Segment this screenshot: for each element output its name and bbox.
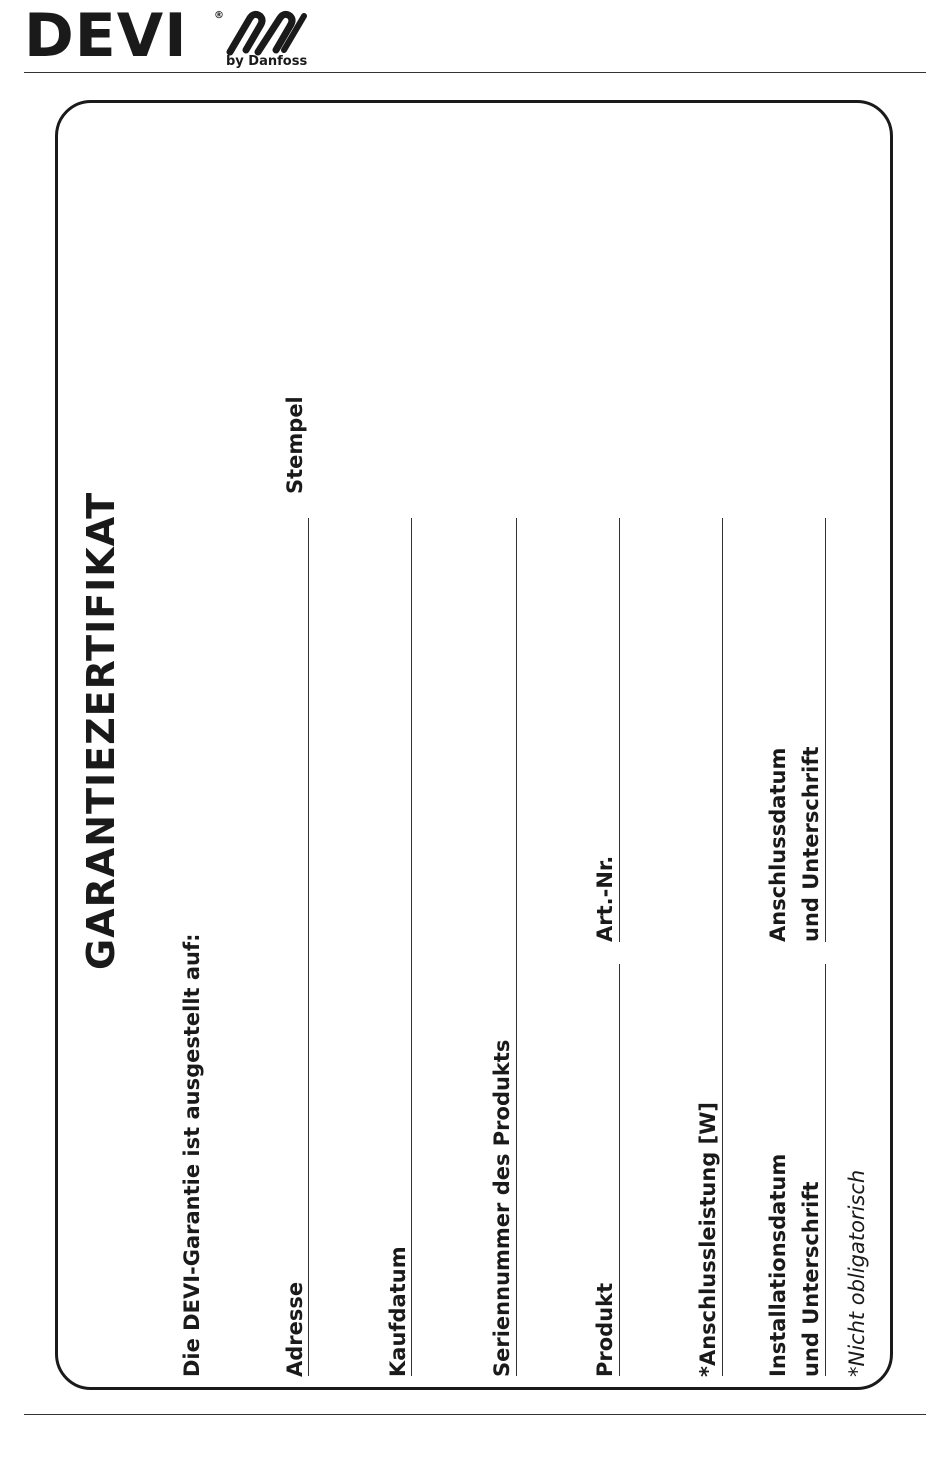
footer-rule bbox=[24, 1414, 926, 1415]
power-line bbox=[722, 518, 723, 1376]
logo-subtitle: by Danfoss bbox=[226, 54, 308, 69]
product-label: Produkt bbox=[593, 1282, 617, 1377]
serial-number-label: Seriennummer des Produkts bbox=[490, 1039, 514, 1377]
article-number-label: Art.-Nr. bbox=[593, 855, 617, 942]
connection-label-line1: Anschlussdatum bbox=[766, 747, 790, 942]
purchase-date-label: Kaufdatum bbox=[386, 1246, 410, 1377]
registered-mark: ® bbox=[214, 10, 224, 21]
devi-swoosh-icon bbox=[224, 10, 308, 56]
product-line bbox=[619, 964, 620, 1376]
stamp-label: Stempel bbox=[283, 396, 307, 494]
connection-signature-line bbox=[825, 518, 826, 942]
installation-label-line2: und Unterschrift bbox=[799, 1181, 823, 1377]
address-label: Adresse bbox=[283, 1281, 307, 1377]
certificate-title: GARANTIEZERTIFIKAT bbox=[79, 491, 123, 970]
footnote: *Nicht obligatorisch bbox=[845, 1169, 869, 1377]
purchase-date-line bbox=[411, 518, 412, 1376]
power-label: *Anschlussleistung [W] bbox=[696, 1101, 720, 1377]
devi-logo bbox=[24, 1, 308, 71]
serial-number-line bbox=[516, 518, 517, 1376]
installation-label-line1: Installationsdatum bbox=[766, 1153, 790, 1377]
header-rule bbox=[24, 72, 926, 73]
installation-signature-line bbox=[825, 964, 826, 1376]
issued-to-label: Die DEVI-Garantie ist ausgestellt auf: bbox=[180, 933, 204, 1377]
connection-label-line2: und Unterschrift bbox=[799, 746, 823, 942]
logo-text: DEVI bbox=[24, 1, 188, 71]
article-number-line bbox=[619, 518, 620, 942]
address-line bbox=[308, 518, 309, 1376]
